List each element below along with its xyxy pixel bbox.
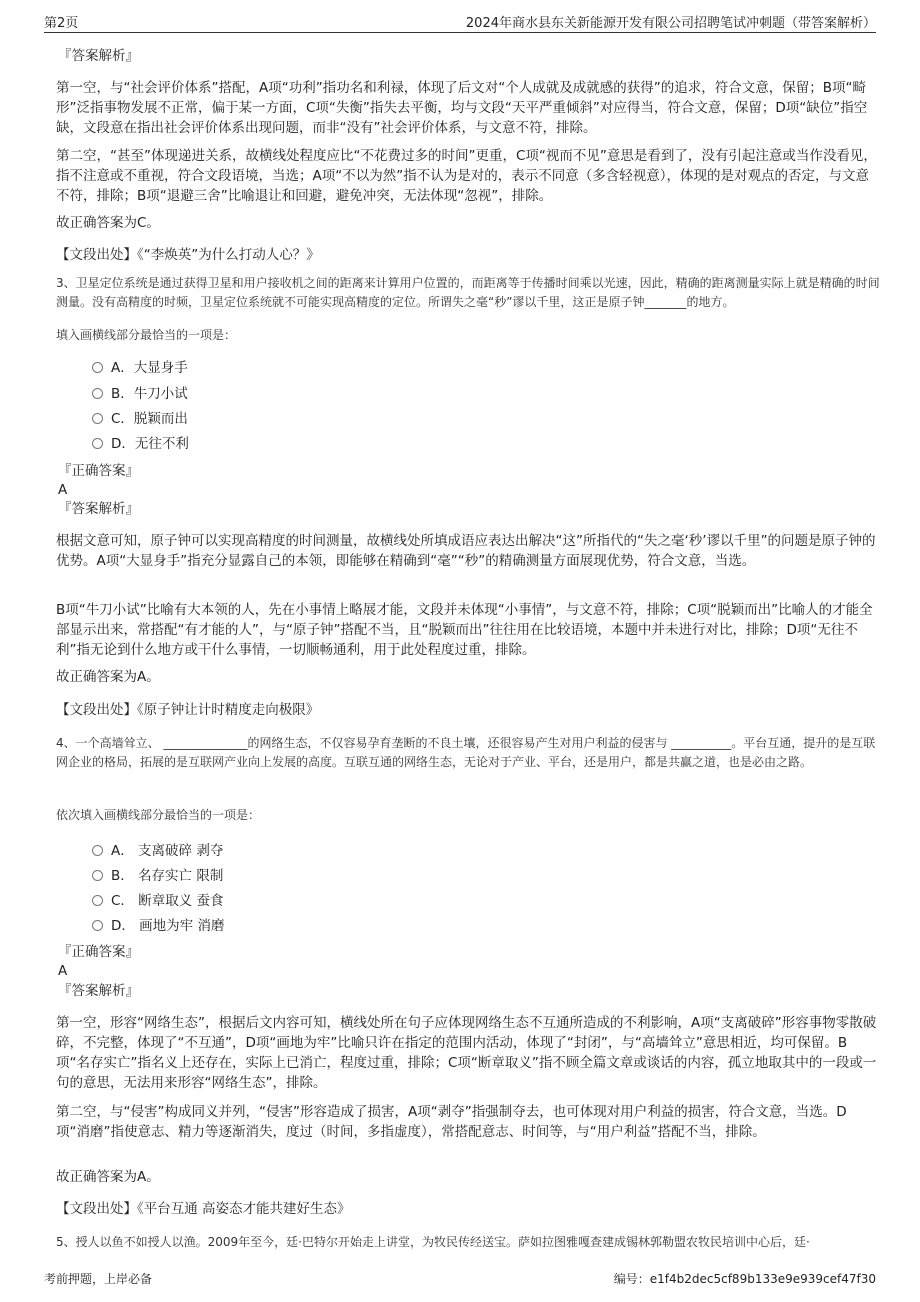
- analysis-label: 『答案解析』: [58, 501, 139, 517]
- document-code: 编号：e1f4b2dec5cf89b133e9e939cef47f30: [613, 1272, 876, 1286]
- option-d[interactable]: [92, 916, 224, 936]
- correct-answer-label: 『正确答案』: [58, 944, 139, 960]
- radio-icon[interactable]: [92, 438, 103, 449]
- footer-slogan: 考前押题，上岸必备: [44, 1272, 153, 1286]
- radio-icon[interactable]: [92, 870, 103, 881]
- option-b[interactable]: [92, 384, 188, 404]
- option-c[interactable]: [92, 409, 188, 429]
- document-title: 2024年商水县东关新能源开发有限公司招聘笔试冲刺题（带答案解析）: [465, 16, 876, 31]
- option-label: A． 支离破碎 剥夺: [111, 843, 224, 859]
- radio-icon[interactable]: [92, 920, 103, 931]
- analysis-paragraph: 第二空，与“侵害”构成同义并列，“侵害”形容造成了损害，A项“剥夺”指强制夺去，也可体现对用户利益的损害，符合文意，当选。D项“消磨”指使意志、精力等逐渐消失，度过（时间，多指虚度），常搭配意志、时间等，与“用户利益”搭配不当，排除。: [56, 1104, 847, 1140]
- correct-answer: A: [58, 963, 68, 979]
- analysis-paragraph: 根据文意可知，原子钟可以实现高精度的时间测量，故横线处所填成语应表达出解决“这”所指代的“失之毫‘秒’谬以千里”的问题是原子钟的优势。A项“大显身手”指充分显露自己的本领，即能够在精确到“毫”“秒”的精确测量方面展现优势，符合文意，当选。: [56, 533, 876, 569]
- option-label: B．牛刀小试: [111, 386, 188, 402]
- answer-statement: 故正确答案为C。: [56, 215, 160, 231]
- question-stem: 5、授人以鱼不如授人以渔。2009年至今，廷·巴特尔开始走上讲堂，为牧民传经送宝。萨如拉图雅嘎查建成锡林郭勒盟农牧民培训中心后，廷·: [56, 1235, 810, 1249]
- option-c[interactable]: [92, 891, 224, 911]
- correct-answer-label: 『正确答案』: [58, 463, 139, 479]
- option-label: D．无往不利: [111, 436, 189, 452]
- option-label: C．脱颖而出: [111, 411, 188, 427]
- correct-answer: A: [58, 482, 68, 498]
- radio-icon[interactable]: [92, 845, 103, 856]
- option-a[interactable]: [92, 358, 188, 378]
- question-prompt: 填入画横线部分最恰当的一项是：: [56, 328, 237, 342]
- answer-statement: 故正确答案为A。: [56, 669, 160, 685]
- analysis-label: 『答案解析』: [58, 983, 139, 999]
- analysis-paragraph: 第一空，形容“网络生态”，根据后文内容可知，横线处所在句子应体现网络生态不互通所造成的不利影响，A项“支离破碎”形容事物零散破碎，不完整，体现了“不互通”，D项“画地为牢”比喻只许在指定的范围内活动，体现了“封闭”，与“高墙耸立”意思相近，均可保留。B项“名存实亡”指名义上还存在，实际上已消亡，程度过重，排除；C项“断章取义”指不顾全篇文章或谈话的内容，孤立地取其中的一段或一句的意思，无法用来形容“网络生态”，排除。: [56, 1015, 877, 1091]
- radio-icon[interactable]: [92, 388, 103, 399]
- source-citation: 【文段出处】《“李焕英”为什么打动人心？》: [56, 247, 320, 263]
- analysis-paragraph: 第一空，与“社会评价体系”搭配，A项“功利”指功名和利禄，体现了后文对“个人成就及成就感的获得”的追求，符合文意，保留；B项“畸形”泛指事物发展不正常，偏于某一方面，C项“失衡”指失去平衡，均与文段“天平严重倾斜”对应得当，符合文意，保留；D项“缺位”指空缺，文段意在指出社会评价体系出现问题，而非“没有”社会评价体系，与文意不符，排除。: [56, 80, 868, 136]
- question-stem: 3、卫星定位系统是通过获得卫星和用户接收机之间的距离来计算用户位置的，而距离等于传播时间乘以光速，因此，精确的距离测量实际上就是精确的时间测量。没有高精度的时频，卫星定位系统就不可能实现高精度的定位。所谓失之毫“秒”谬以千里，这正是原子钟_______的地方。: [56, 276, 880, 309]
- option-b[interactable]: [92, 866, 223, 886]
- option-label: D． 画地为牢 消磨: [111, 918, 225, 934]
- radio-icon[interactable]: [92, 413, 103, 424]
- page-number: 第2页: [44, 16, 79, 31]
- analysis-label: 『答案解析』: [58, 48, 139, 64]
- option-label: A．大显身手: [111, 360, 188, 376]
- option-label: B． 名存实亡 限制: [111, 868, 224, 884]
- question-prompt: 依次填入画横线部分最恰当的一项是：: [56, 808, 261, 822]
- option-d[interactable]: [92, 434, 189, 454]
- option-a[interactable]: [92, 841, 223, 861]
- analysis-paragraph: 第二空，“甚至”体现递进关系，故横线处程度应比“不花费过多的时间”更重，C项“视而不见”意思是看到了，没有引起注意或当作没看见，指不注意或不重视，符合文段语境，当选；A项“不以为然”指不认为是对的，表示不同意（多含轻视意），体现的是对观点的否定，与文意不符，排除；B项“退避三舍”比喻退让和回避，避免冲突，无法体现“忽视”，排除。: [56, 148, 877, 204]
- option-label: C． 断章取义 蚕食: [111, 893, 224, 909]
- answer-statement: 故正确答案为A。: [56, 1169, 160, 1185]
- source-citation: 【文段出处】《原子钟让计时精度走向极限》: [56, 702, 320, 718]
- radio-icon[interactable]: [92, 362, 103, 373]
- question-stem: 4、一个高墙耸立、 ______________的网络生态，不仅容易孕育垄断的不良土壤，还很容易产生对用户利益的侵害与 __________。平台互通，提升的是互联网企业的格局，拓展的是互联网产业向上发展的高度。互联互通的网络生态，无论对于产业、平台，还是用户，都是共赢之道，也是必由之路。: [56, 736, 876, 769]
- analysis-paragraph: B项“牛刀小试”比喻有大本领的人，先在小事情上略展才能，文段并未体现“小事情”，与文意不符，排除；C项“脱颖而出”比喻人的才能全部显示出来，常搭配“有才能的人”，与“原子钟”搭配不当，且“脱颖而出”往往用在比较语境，本题中并未进行对比，排除；D项“无往不利”指无论到什么地方或干什么事情，一切顺畅通利，用于此处程度过重，排除。: [56, 602, 873, 658]
- source-citation: 【文段出处】《平台互通 高姿态才能共建好生态》: [56, 1201, 351, 1217]
- radio-icon[interactable]: [92, 895, 103, 906]
- page-header: [44, 10, 876, 33]
